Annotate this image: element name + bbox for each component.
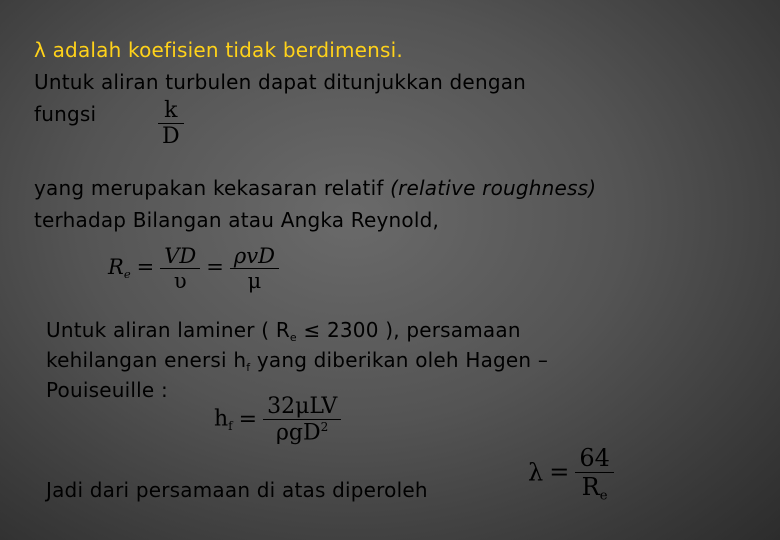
lambda-formula: λ = $\frac{64}{R_e}$ bbox=[528, 444, 614, 504]
reynolds-formula: $R_e$ = $\frac{VD}{\upsilon}$ = $\frac{\text{ρvD}}{\mu}$ bbox=[108, 244, 279, 293]
roughness-line: yang merupakan kekasaran relatif (relative roughness) bbox=[34, 176, 597, 200]
laminar-line: Untuk aliran laminer ( $R_e \le 2300$ ), persamaan bbox=[46, 318, 521, 344]
function-label: fungsi bbox=[34, 102, 97, 126]
reynolds-line: terhadap Bilangan atau Angka Reynold, bbox=[34, 208, 440, 232]
roughness-formula: $\frac{k}{D}$ bbox=[158, 98, 184, 149]
lambda-definition: λ adalah koefisien tidak berdimensi. bbox=[34, 38, 403, 62]
pouiseuille-line: Pouiseuille : bbox=[46, 378, 168, 402]
hagen-formula: $h_f$ = $\frac{\text{32μLV}}{\rho gD^2}$ bbox=[214, 394, 341, 445]
conclusion-line: Jadi dari persamaan di atas diperoleh bbox=[46, 478, 428, 502]
turbulent-line: Untuk aliran turbulen dapat ditunjukkan dengan bbox=[34, 70, 527, 94]
energy-loss-line: kehilangan enersi $h_f$ yang diberikan oleh Hagen – bbox=[46, 348, 549, 374]
definition-line bbox=[34, 36, 403, 64]
